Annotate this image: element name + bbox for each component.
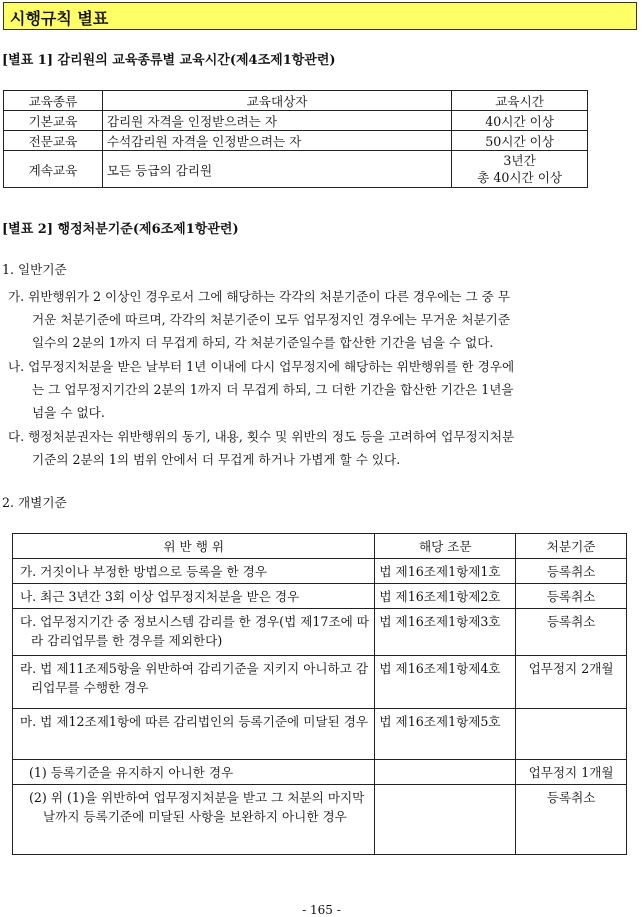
law-cell <box>375 785 516 855</box>
penalty-cell <box>516 709 627 760</box>
violation-cell: 라. 법 제11조제5항을 위반하여 감리기준을 지키지 아니하고 감리업무를 수행한 경우 <box>13 656 375 709</box>
table-row <box>13 559 627 584</box>
header-cell: 해당 조문 <box>375 534 516 559</box>
hours-line: 총 40시간 이상 <box>477 170 563 185</box>
general-item-da-line: 다. 행정처분권자는 위반행위의 동기, 내용, 횟수 및 위반의 정도 등을 고려하여 업무정지처분 <box>8 429 515 444</box>
violation-cell: 마. 법 제12조제1항에 따른 감리법인의 등록기준에 미달된 경우 <box>13 709 375 760</box>
header-cell: 처분기준 <box>516 534 627 559</box>
general-item-da-line: 기준의 2분의 1의 범위 안에서 더 무겁게 하거나 가볍게 할 수 있다. <box>32 452 401 467</box>
violation-cell: (1) 등록기준을 유지하지 아니한 경우 <box>13 760 375 785</box>
table2-heading: [별표 2] 행정처분기준(제6조제1항관련) <box>2 222 239 237</box>
table-row <box>13 760 627 785</box>
violation-cell: (2) 위 (1)을 위반하여 업무정지처분을 받고 그 처분의 마지막 날까지 등록기준에 미달된 사항을 보완하지 아니한 경우 <box>13 785 375 855</box>
general-item-na-line: 는 그 업무정지기간의 2분의 1까지 더 무겁게 하되, 그 더한 기간을 합산한 기간은 1년을 <box>32 382 514 397</box>
law-cell: 법 제16조제1항제3호 <box>375 609 516 656</box>
table1-heading: [별표 1] 감리원의 교육종류별 교육시간(제4조제1항관련) <box>2 53 336 68</box>
law-cell: 법 제16조제1항제4호 <box>375 656 516 709</box>
law-cell: 법 제16조제1항제5호 <box>375 709 516 760</box>
penalty-cell: 등록취소 <box>516 584 627 609</box>
table-cell: 50시간 이상 <box>452 131 588 151</box>
table-cell: 기본교육 <box>4 111 103 131</box>
education-hours-table <box>3 90 588 188</box>
table-cell: 40시간 이상 <box>452 111 588 131</box>
table-row <box>13 609 627 656</box>
general-criteria-heading: 1. 일반기준 <box>2 262 67 277</box>
general-item-ga-line: 가. 위반행위가 2 이상인 경우로서 그에 해당하는 각각의 처분기준이 다른 경우에는 그 중 무 <box>8 289 511 304</box>
header-cell: 위 반 행 위 <box>13 534 375 559</box>
violation-cell: 다. 업무정지기간 중 정보시스템 감리를 한 경우(법 제17조에 따라 감리업무를 한 경우를 제외한다) <box>13 609 375 656</box>
table-cell: 모든 등급의 감리원 <box>102 151 451 188</box>
document-title: 시행규칙 별표 <box>10 9 109 28</box>
document-title-bar <box>3 2 637 30</box>
general-item-na-line: 넘을 수 없다. <box>32 405 105 420</box>
violation-cell: 나. 최근 3년간 3회 이상 업무정지처분을 받은 경우 <box>13 584 375 609</box>
table-row <box>4 151 588 188</box>
hours-line: 3년간 <box>503 153 536 168</box>
table-cell: 수석감리원 자격을 인정받으려는 자 <box>102 131 451 151</box>
disposition-criteria-table <box>12 533 627 855</box>
penalty-cell: 업무정지 2개월 <box>516 656 627 709</box>
table-cell: 감리원 자격을 인정받으려는 자 <box>102 111 451 131</box>
general-item-ga-line: 거운 처분기준에 따르며, 각각의 처분기준이 모두 업무정지인 경우에는 무거운 처분기준 <box>32 312 510 327</box>
table-header-row <box>4 91 588 111</box>
penalty-cell: 등록취소 <box>516 785 627 855</box>
header-cell: 교육시간 <box>452 91 588 111</box>
law-cell <box>375 760 516 785</box>
header-cell: 교육대상자 <box>102 91 451 111</box>
table-row <box>13 785 627 855</box>
violation-cell: 가. 거짓이나 부정한 방법으로 등록을 한 경우 <box>13 559 375 584</box>
table-row <box>4 111 588 131</box>
header-cell: 교육종류 <box>4 91 103 111</box>
law-cell: 법 제16조제1항제2호 <box>375 584 516 609</box>
table-row <box>13 584 627 609</box>
table-cell <box>452 151 588 188</box>
table-row <box>13 709 627 760</box>
general-item-na-line: 나. 업무정지처분을 받은 날부터 1년 이내에 다시 업무정지에 해당하는 위반행위를 한 경우에 <box>8 359 515 374</box>
law-cell: 법 제16조제1항제1호 <box>375 559 516 584</box>
general-item-ga-line: 일수의 2분의 1까지 더 무겁게 하되, 각 처분기준일수를 합산한 기간을 넘을 수 없다. <box>32 335 494 350</box>
page-number: - 165 - <box>302 903 341 917</box>
penalty-cell: 등록취소 <box>516 559 627 584</box>
table-header-row <box>13 534 627 559</box>
penalty-cell: 업무정지 1개월 <box>516 760 627 785</box>
table-cell: 계속교육 <box>4 151 103 188</box>
table-row <box>13 656 627 709</box>
table-cell: 전문교육 <box>4 131 103 151</box>
table-row <box>4 131 588 151</box>
individual-criteria-heading: 2. 개별기준 <box>2 495 67 510</box>
penalty-cell: 등록취소 <box>516 609 627 656</box>
